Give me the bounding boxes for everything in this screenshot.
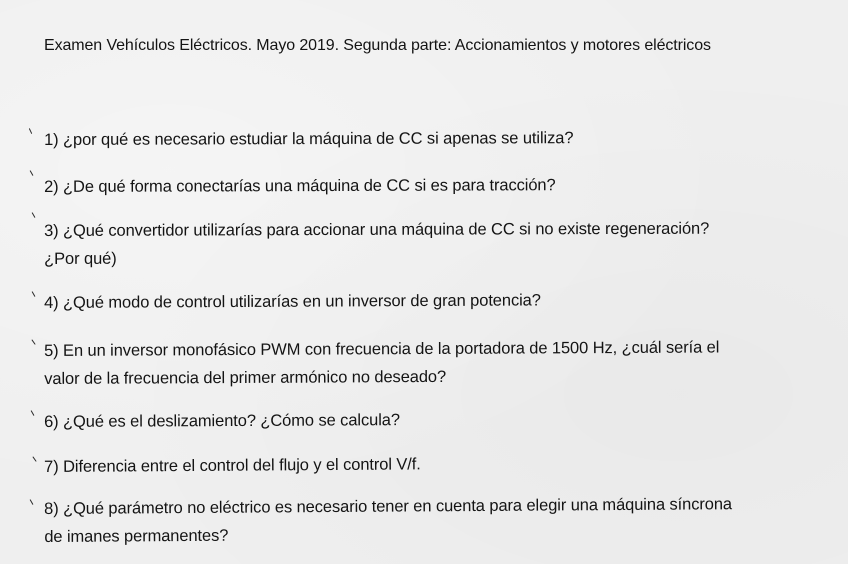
question-7 bbox=[44, 450, 421, 481]
pen-mark bbox=[31, 410, 35, 416]
pen-mark bbox=[30, 499, 34, 505]
question-4 bbox=[44, 286, 541, 317]
question-5 bbox=[44, 333, 719, 393]
question-line: 1) ¿por qué es necesario estudiar la máquina de CC si apenas se utiliza? bbox=[44, 129, 574, 149]
question-line: de imanes permanentes? bbox=[44, 526, 229, 546]
question-6 bbox=[44, 406, 400, 436]
question-line: 5) En un inversor monofásico PWM con frecuencia de la portadora de 1500 Hz, ¿cuál sería el bbox=[44, 338, 720, 360]
question-line: 4) ¿Qué modo de control utilizarías en un inversor de gran potencia? bbox=[44, 291, 541, 312]
question-line: ¿Por qué) bbox=[44, 249, 117, 268]
question-line: 3) ¿Qué convertidor utilizarías para accionar una máquina de CC si no existe regeneración? bbox=[44, 219, 710, 240]
pen-mark bbox=[32, 456, 37, 462]
question-line: 2) ¿De qué forma conectarías una máquina de CC si es para tracción? bbox=[44, 176, 556, 196]
pen-mark bbox=[29, 128, 33, 134]
pen-mark bbox=[32, 212, 36, 218]
question-line: 8) ¿Qué parámetro no eléctrico es necesario tener en cuenta para elegir una máquina síncrona bbox=[44, 495, 733, 518]
question-line: valor de la frecuencia del primer armónico no deseado? bbox=[44, 367, 447, 388]
question-2 bbox=[44, 171, 556, 201]
question-line: 6) ¿Qué es el deslizamiento? ¿Cómo se calcula? bbox=[44, 411, 400, 431]
question-1 bbox=[44, 124, 573, 154]
pen-mark bbox=[31, 339, 36, 345]
question-8 bbox=[44, 490, 732, 551]
question-line: 7) Diferencia entre el control del flujo y el control V/f. bbox=[44, 455, 421, 476]
page-title: Examen Vehículos Eléctricos. Mayo 2019. Segunda parte: Accionamientos y motores eléctricos bbox=[44, 37, 711, 54]
pen-mark bbox=[30, 170, 34, 176]
question-3 bbox=[44, 215, 709, 273]
pen-mark bbox=[32, 291, 36, 297]
